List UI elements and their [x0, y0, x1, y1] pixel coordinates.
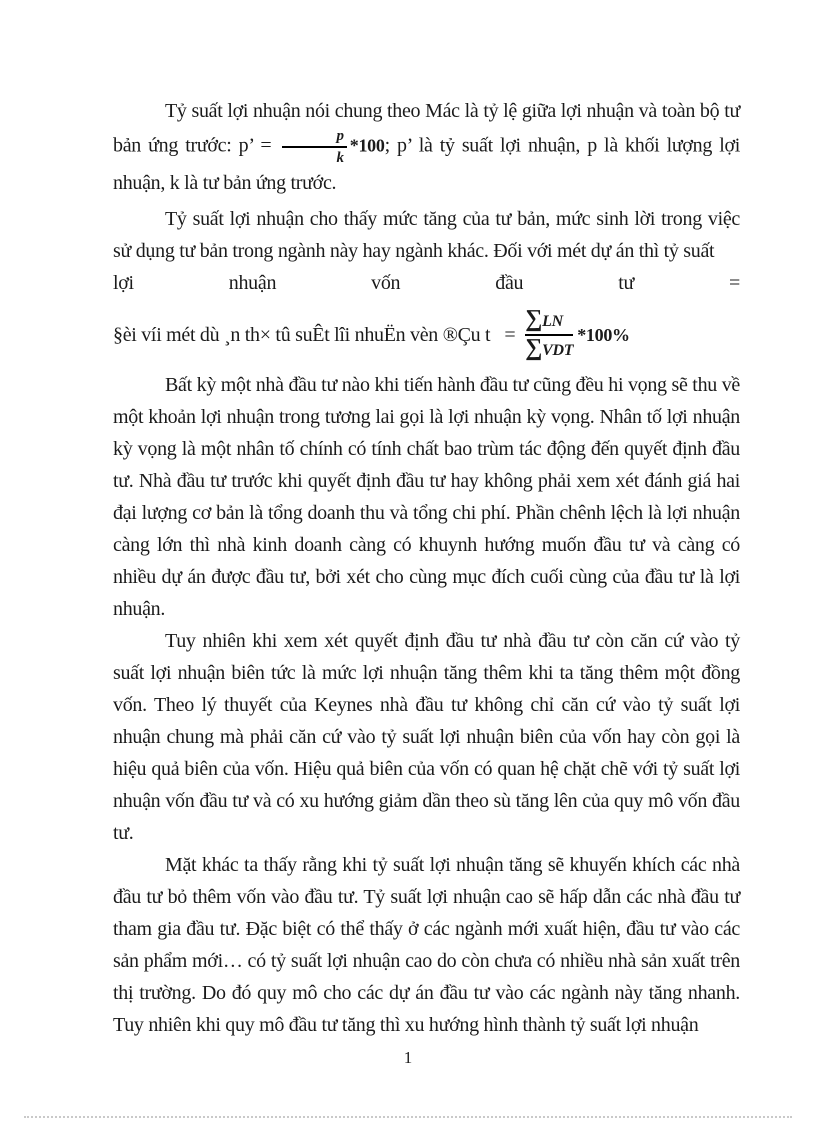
paragraph-expected-profit: [113, 369, 740, 625]
fraction-numerator: p: [282, 127, 347, 148]
equals-sign: =: [504, 323, 516, 346]
spread-word: tư: [618, 272, 635, 294]
document-body: [113, 95, 740, 1041]
multiplier-100-percent: *100%: [577, 324, 630, 345]
para4-text: Tuy nhiên khi xem xét quyết định đầu tư nhà đầu tư còn căn cứ vào tỷ suất lợi nhuận biên tức là mức lợi nhuận tăng thêm khi ta tăng thêm một đồng vốn. Theo lý thuyết của Keynes nhà đầu tư không chỉ căn cứ vào tỷ suất lợi nhuận chung mà phải căn cứ vào tỷ suất lợi nhuận biên của vốn hay còn gọi là hiệu quả biên của vốn. Hiệu quả biên của vốn có quan hệ chặt chẽ với tỷ suất lợi nhuận vốn đầu tư và có xu hướng giảm dần theo sù tăng lên của quy mô vốn đầu tư.: [113, 630, 740, 844]
justified-spread-line: [113, 267, 740, 299]
para3-text: Bất kỳ một nhà đầu tư nào khi tiến hành đầu tư cũng đều hi vọng sẽ thu về một khoản lợi nhuận trong tương lai gọi là lợi nhuận kỳ vọng. Nhân tố lợi nhuận kỳ vọng là một nhân tố chính có tính chất bao trùm tác động đến quyết định đầu tư. Nhà đầu tư trước khi quyết định đầu tư hay không phải xem xét đánh giá hai đại lượng cơ bản là tổng doanh thu và tổng chi phí. Phần chênh lệch là lợi nhuận càng lớn thì nhà kinh doanh càng có khuynh hướng muốn đầu tư và càng có nhiều dự án được đầu tư, bởi xét cho cùng mục đích cuối cùng của đầu tư là lợi nhuận.: [113, 374, 740, 620]
spread-word: nhuận: [228, 272, 277, 294]
spread-word: vốn: [371, 272, 401, 294]
para5-text: Mặt khác ta thấy rằng khi tỷ suất lợi nhuận tăng sẽ khuyến khích các nhà đầu tư bỏ thêm vốn vào đầu tư. Tỷ suất lợi nhuận cao sẽ hấp dẫn các nhà đầu tư tham gia đầu tư. Đặc biệt có thể thấy ở các ngành mới xuất hiện, đầu tư vào các sản phẩm mới… có tỷ suất lợi nhuận cao do còn chưa có nhiều nhà sản xuất trên thị trường. Do đó quy mô cho các dự án đầu tư vào các ngành này tăng nhanh. Tuy nhiên khi quy mô đầu tư tăng thì xu hướng hình thành tỷ suất lợi nhuận: [113, 854, 740, 1036]
para1-text-after: ; p’ là tỷ suất lợi nhuận, p là khối lượng lợi nhuận, k là tư bản ứng trước.: [113, 134, 740, 194]
sigma-symbol: ∑: [525, 335, 543, 361]
page-number: 1: [403, 1048, 413, 1067]
sum-fraction-ln-over-vdt: [525, 307, 573, 363]
paragraph-marginal-profit-keynes: [113, 625, 740, 849]
paragraph-profit-rate-definition: [113, 95, 740, 199]
inline-fraction-p-over-k: [282, 127, 347, 167]
spread-equals: =: [729, 272, 740, 294]
multiplier-100: *100: [349, 135, 385, 156]
numerator-term: LN: [542, 313, 563, 330]
paragraph-profit-rate-incentive: [113, 849, 740, 1041]
spread-word: lợi: [113, 272, 134, 294]
denominator-term: VDT: [542, 342, 574, 359]
para2-text: Tỷ suất lợi nhuận cho thấy mức tăng của tư bản, mức sinh lời trong việc sử dụng tư bản trong ngành này hay ngành khác. Đối với mét dự án thì tỷ suất: [113, 208, 740, 262]
page-break-divider: [24, 1116, 792, 1118]
sum-fraction-numerator: [525, 307, 573, 336]
fraction-denominator: k: [336, 150, 344, 166]
paragraph-profit-rate-meaning: [113, 203, 740, 267]
para1-text-before: Tỷ suất lợi nhuận nói chung theo Mác là tỷ lệ giữa lợi nhuận và toàn bộ tư bản ứng trước: p’ =: [113, 100, 740, 157]
sigma-symbol: ∑: [525, 306, 543, 332]
spread-word: đầu: [495, 272, 524, 294]
formula-mojibake-label: §èi víi mét dù ¸n th× tû suÊt lîi nhuËn vèn ®Çu t: [113, 323, 491, 346]
formula-line-mojibake: [113, 307, 740, 363]
sum-fraction-denominator: [525, 336, 573, 363]
